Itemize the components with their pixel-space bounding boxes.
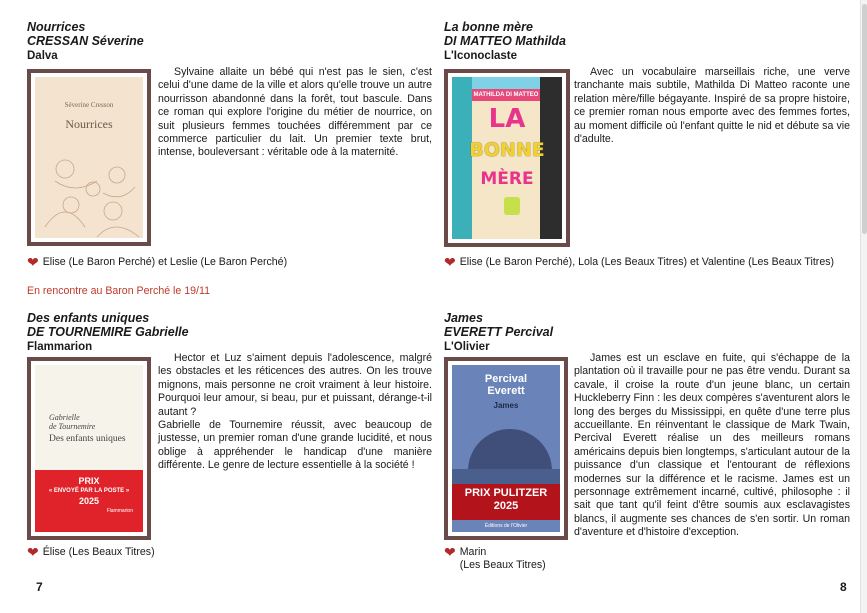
cover-title: Des enfants uniques: [49, 434, 126, 444]
cover-title: Nourrices: [65, 117, 113, 131]
cover-word-2: BONNE: [469, 139, 545, 161]
book-title: James: [444, 311, 483, 325]
event-notice: En rencontre au Baron Perché le 19/11: [27, 285, 210, 297]
heart-icon: ❤: [444, 254, 456, 270]
book-entry-la-bonne-mere: [444, 20, 566, 63]
readers-text: Élise (Les Beaux Titres): [42, 546, 155, 558]
book-author: DI MATTEO Mathilda: [444, 34, 566, 48]
recommended-by: [27, 546, 155, 559]
page-number-right: 8: [840, 580, 847, 594]
summary-paragraph: Avec un vocabulaire marseillais riche, une verve tranchante mais subtile, Mathilda Di Matteo raconte une relation mère/fille bégayante. Inspiré de sa propre histoire, ce premier roman nous emporte avec des femmes fortes, au moment difficile où l'enfant quitte le nid et débute sa vie d'adulte.: [574, 66, 850, 146]
book-cover-nourrices: [27, 69, 151, 246]
book-publisher: L'Iconoclaste: [444, 50, 518, 62]
book-cover-la-bonne-mere: [444, 69, 570, 247]
book-publisher: Dalva: [27, 50, 58, 62]
cover-author: MATHILDA DI MATTEO: [472, 89, 540, 101]
summary-paragraph: Gabrielle de Tournemire réussit, avec beaucoup de justesse, un premier roman d'une grande lucidité, et nous oblige à appréhender le handicap d'une manière différente. Le genre de lecture essentielle à la société !: [158, 419, 432, 472]
recommended-by: [444, 546, 546, 572]
cover-word-3: MÈRE: [480, 169, 534, 189]
cover-title: James: [493, 401, 519, 410]
book-cover-james: [444, 357, 568, 540]
page-number-left: 7: [36, 580, 43, 594]
summary-paragraph: Hector et Luz s'aiment depuis l'adolescence, malgré les obstacles et les réticences des autres. On les trouve mignons, mais personne ne croit vraiment à leur histoire. Pourquoi leur amour, si beau, pur et puissant, dérange-t-il autant ?: [158, 352, 432, 418]
book-summary: [158, 352, 432, 473]
book-entry-james: [444, 311, 553, 354]
book-publisher: Flammarion: [27, 341, 93, 353]
readers-text: Elise (Le Baron Perché), Lola (Les Beaux Titres) et Valentine (Les Beaux Titres): [459, 256, 835, 268]
summary-paragraph: James est un esclave en fuite, qui s'échappe de la plantation où il travaille pour ne pas être vendu. Durant sa cavale, il croise la route d'un jeune blanc, un certain Huckleberry Finn : les deux compères s'aventurent alors le long des berges du Mississippi, en quête d'une terre plus accueillante. En réinventant le classique de Mark Twain, Percival Everett réalise un des meilleurs romans américains depuis bien longtemps, s'articulant autour de la puissance d'un classique et l'entourant de réflexions modernes sur la différence et le racisme. James est un personnage extrêmement incarné, cultivé, philosophe : il sait que tant qu'il feint d'être soumis aux esclavagistes blancs, il augmente ses chances de s'en sortir. Un roman d'aventure et d'histoire d'exception.: [574, 352, 850, 539]
book-summary: [574, 66, 850, 146]
book-entry-des-enfants-uniques: [27, 311, 189, 354]
book-summary: [574, 352, 850, 540]
book-author: EVERETT Percival: [444, 325, 554, 339]
cover-prize-banner: PRIX « ENVOYÉ PAR LA POSTE » 2025 Flammarion: [35, 470, 143, 532]
summary-paragraph: Sylvaine allaite un bébé qui n'est pas le sien, c'est celui d'une dame de la ville et alors qu'elle trouve un autre nourrisson abandonné dans la forêt, tout bascule. Dans ce roman qui explore l'origine du métier de nourrice, on suit plusieurs femmes touchées différemment par ce commerce particulier du lait. Un premier texte brut, intense, bouleversant : véritable ode à la maternité.: [158, 66, 432, 159]
book-author: DE TOURNEMIRE Gabrielle: [27, 325, 189, 339]
scrollbar-thumb[interactable]: [862, 4, 867, 234]
book-title: Des enfants uniques: [27, 311, 150, 325]
book-entry-nourrices: [27, 20, 144, 63]
recommended-by: [444, 256, 834, 269]
book-title: La bonne mère: [444, 20, 533, 34]
recommended-by: [27, 256, 287, 269]
heart-icon: ❤: [27, 254, 39, 270]
book-author: CRESSAN Séverine: [27, 34, 144, 48]
vertical-scrollbar[interactable]: [860, 0, 867, 613]
cover-author: Gabrielle de Tournemire: [49, 413, 96, 431]
cover-publisher: Éditions de l'Olivier: [484, 523, 528, 529]
heart-icon: ❤: [27, 544, 39, 560]
book-title: Nourrices: [27, 20, 86, 34]
cover-author: Séverine Cresson: [64, 101, 114, 109]
cover-illustration: [35, 77, 143, 238]
book-cover-des-enfants-uniques: [27, 357, 151, 540]
cover-author: Percival Everett: [484, 373, 528, 397]
cover-prize-banner: PRIX PULITZER 2025: [452, 484, 560, 520]
book-summary: [158, 66, 432, 160]
readers-text: Elise (Le Baron Perché) et Leslie (Le Baron Perché): [42, 256, 288, 268]
book-publisher: L'Olivier: [444, 341, 490, 353]
heart-icon: ❤: [444, 544, 456, 560]
cover-word-1: LA: [488, 104, 526, 134]
readers-text: Marin (Les Beaux Titres): [459, 546, 546, 571]
